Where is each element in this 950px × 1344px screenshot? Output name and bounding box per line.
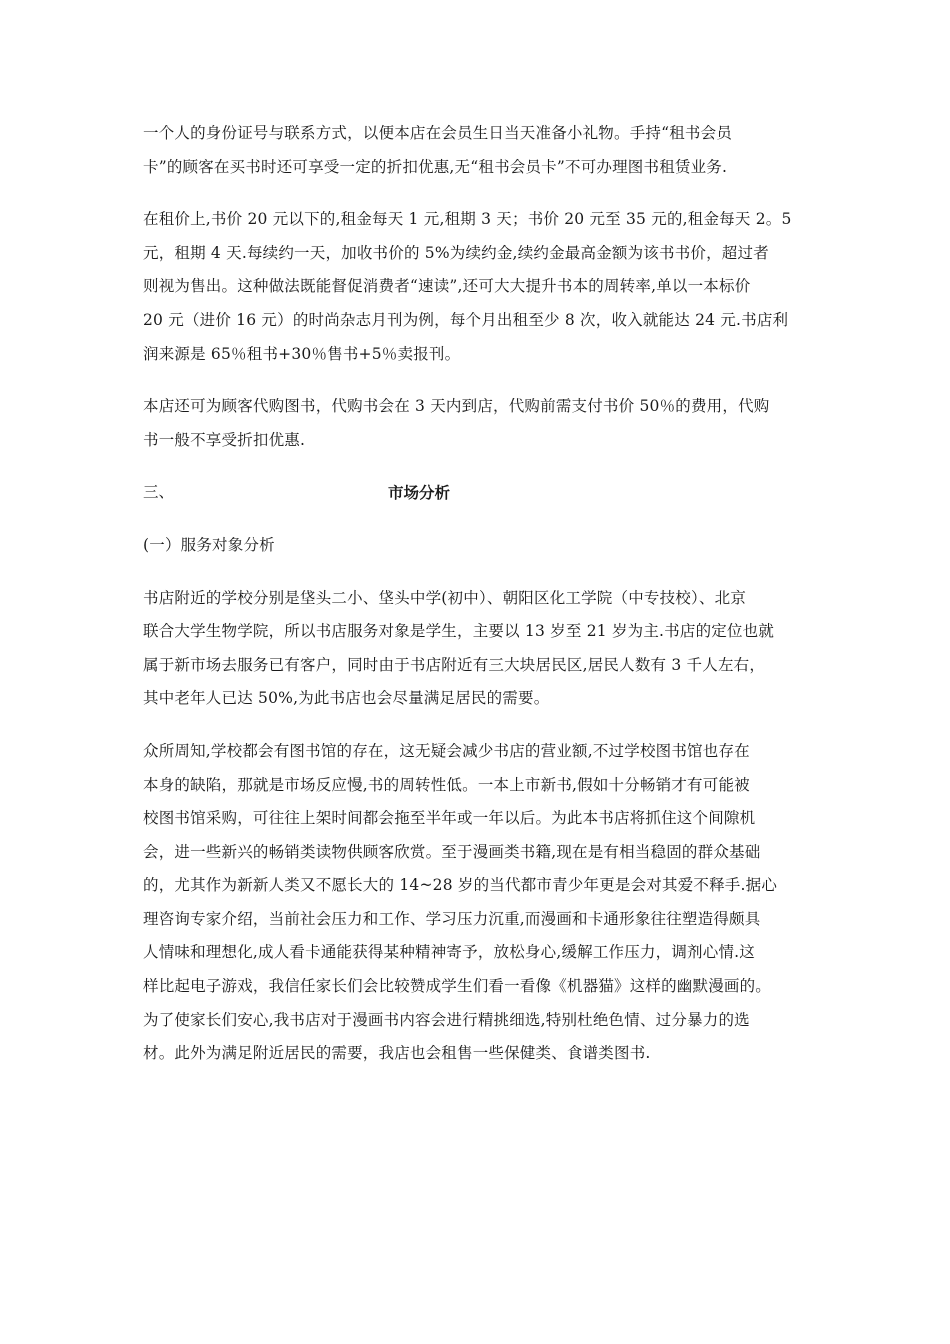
paragraph-target-customers (143, 582, 808, 716)
paragraph-competition-analysis (143, 735, 808, 1071)
text-line: 联合大学生物学院，所以书店服务对象是学生，主要以 13 岁至 21 岁为主.书店的定位也就 (143, 622, 775, 641)
text-line: 其中老年人已达 50%,为此书店也会尽量满足居民的需要。 (143, 689, 550, 708)
section-title: 市场分析 (388, 483, 451, 503)
subsection-title: (一）服务对象分析 (143, 535, 275, 554)
text-line: 本店还可为顾客代购图书，代购书会在 3 天内到店，代购前需支付书价 50％的费用，代购 (143, 397, 770, 416)
text-line: 为了使家长们安心,我书店对于漫画书内容会进行精挑细选,特别杜绝色情、过分暴力的选 (143, 1010, 750, 1029)
paragraph-membership (143, 117, 808, 184)
text-line: 理咨询专家介绍，当前社会压力和工作、学习压力沉重,而漫画和卡通形象往往塑造得颇具 (143, 909, 761, 928)
text-line: 润来源是 65％租书+30％售书+5％卖报刊。 (143, 344, 461, 363)
text-line: 校图书馆采购，可往往上架时间都会拖至半年或一年以后。为此本书店将抓住这个间隙机 (143, 809, 756, 828)
paragraph-rental-pricing (143, 203, 808, 371)
document-page (143, 117, 808, 1071)
text-line: 人情味和理想化,成人看卡通能获得某种精神寄予，放松身心,缓解工作压力，调剂心情.这 (143, 943, 755, 962)
text-line: 20 元（进价 16 元）的时尚杂志月刊为例，每个月出租至少 8 次，收入就能达 24 元.书店利 (143, 310, 789, 329)
text-line: 卡”的顾客在买书时还可享受一定的折扣优惠,无“租书会员卡”不可办理图书租赁业务. (143, 157, 728, 176)
text-line: 的，尤其作为新新人类又不愿长大的 14~28 岁的当代都市青少年更是会对其爱不释手.据心 (143, 876, 778, 895)
text-line: 一个人的身份证号与联系方式，以便本店在会员生日当天准备小礼物。手持“租书会员 (143, 124, 733, 142)
text-line: 书店附近的学校分别是垡头二小、垡头中学(初中）、朝阳区化工学院（中专技校）、北京 (143, 588, 747, 607)
text-line: 众所周知,学校都会有图书馆的存在，这无疑会减少书店的营业额,不过学校图书馆也存在 (143, 741, 750, 760)
text-line: 属于新市场去服务已有客户，同时由于书店附近有三大块居民区,居民人数有 3 千人左右， (143, 655, 766, 674)
text-line: 会，进一些新兴的畅销类读物供顾客欣赏。至于漫画类书籍,现在是有相当稳固的群众基础 (143, 842, 761, 861)
subsection-heading (143, 529, 808, 563)
section-number: 三、 (143, 483, 175, 502)
text-line: 材。此外为满足附近居民的需要，我店也会租售一些保健类、食谱类图书. (143, 1044, 651, 1063)
text-line: 书一般不享受折扣优惠. (143, 430, 306, 449)
paragraph-ordering-service (143, 390, 808, 457)
text-line: 在租价上,书价 20 元以下的,租金每天 1 元,租期 3 天；书价 20 元至 35 元的,租金每天 2。5 (143, 210, 792, 229)
text-line: 本身的缺陷，那就是市场反应慢,书的周转性低。一本上市新书,假如十分畅销才有可能被 (143, 775, 750, 794)
section-heading (143, 476, 808, 510)
text-line: 则视为售出。这种做法既能督促消费者“速读”,还可大大提升书本的周转率,单以一本标价 (143, 277, 751, 296)
text-line: 元，租期 4 天.每续约一天，加收书价的 5%为续约金,续约金最高金额为该书书价，超过者 (143, 243, 769, 262)
text-line: 样比起电子游戏，我信任家长们会比较赞成学生们看一看像《机器猫》这样的幽默漫画的。 (143, 977, 772, 996)
